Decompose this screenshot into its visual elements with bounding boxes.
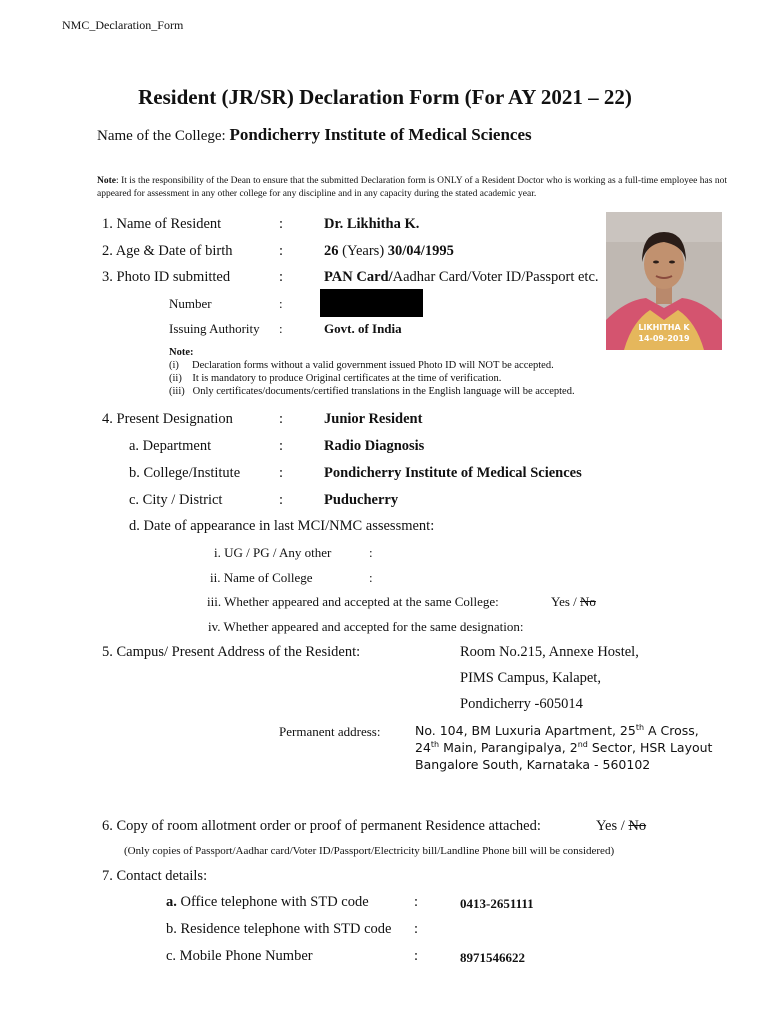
age-dob-label: 2. Age & Date of birth (102, 243, 233, 259)
note-prefix: Note (97, 176, 116, 186)
colon: : (279, 296, 283, 311)
name-of-college-label: ii. Name of College (210, 570, 313, 585)
same-college-label: iii. Whether appeared and accepted at the same College: (207, 594, 499, 609)
yes-option: Yes / (596, 818, 629, 834)
city-district-value: Puducherry (324, 492, 399, 508)
id-note-item: (ii) It is mandatory to produce Original certificates at the time of verification. (169, 373, 502, 384)
residence-proof-answer (596, 818, 646, 835)
id-notes-head: Note: (169, 347, 194, 358)
issuing-authority-value: Govt. of India (324, 321, 402, 336)
name-of-resident-label: 1. Name of Resident (102, 216, 222, 232)
colon: : (369, 545, 373, 560)
id-notes (169, 346, 575, 398)
office-telephone-value: 0413-2651111 (460, 896, 534, 911)
id-note-item: (iii) Only certificates/documents/certified translations in the English language will be accepted. (169, 386, 575, 397)
no-option: No (628, 818, 647, 834)
perm-l2-sup2: nd (577, 740, 588, 749)
id-note-item: (i) Declaration forms without a valid government issued Photo ID will NOT be accepted. (169, 360, 554, 371)
present-address-line1: Room No.215, Annexe Hostel, (460, 644, 639, 660)
issuing-authority-label: Issuing Authority (169, 321, 260, 336)
last-assessment-label: d. Date of appearance in last MCI/NMC assessment: (129, 518, 435, 534)
perm-l2-c: Sector, HSR Layout (587, 740, 713, 756)
mobile-phone-label: c. Mobile Phone Number (166, 948, 313, 964)
perm-l1-b: A Cross, (644, 723, 699, 739)
photo-caption (606, 322, 722, 344)
colon: : (369, 570, 373, 585)
contact-details-label: 7. Contact details: (102, 868, 208, 884)
colon: : (279, 269, 284, 285)
colon: : (279, 216, 284, 232)
photo-caption-date: 14-09-2019 (638, 334, 690, 343)
college-institute-label: b. College/Institute (129, 465, 241, 481)
perm-l2-a: 24 (415, 740, 431, 756)
same-college-answer (551, 594, 596, 610)
present-address-line3: Pondicherry -605014 (460, 696, 583, 712)
colon: : (414, 948, 419, 964)
perm-l2-b: Main, Parangipalya, 2 (439, 740, 578, 756)
photo-id-label: 3. Photo ID submitted (102, 269, 231, 285)
form-title: Resident (JR/SR) Declaration Form (For AY 2021 – 22) (138, 85, 632, 109)
department-label: a. Department (129, 438, 212, 454)
permanent-address-line2 (415, 740, 712, 755)
photo-id-value (324, 269, 606, 286)
permanent-address-line3: Bangalore South, Karnataka - 560102 (415, 757, 651, 772)
no-option: No (580, 594, 596, 609)
present-address-line2: PIMS Campus, Kalapet, (460, 670, 601, 686)
colon: : (279, 321, 283, 336)
dob-value: 30/04/1995 (387, 243, 454, 259)
colon: : (279, 438, 284, 454)
ug-pg-label: i. UG / PG / Any other (214, 545, 332, 560)
colon: : (414, 921, 419, 937)
college-value: Pondicherry Institute of Medical Sciences (229, 125, 532, 144)
department-value: Radio Diagnosis (324, 438, 425, 454)
residence-proof-note: (Only copies of Passport/Aadhar card/Voter ID/Passport/Electricity bill/Landline Phone bill will be considered) (124, 845, 615, 857)
yes-option: Yes / (551, 594, 581, 609)
name-of-resident-value: Dr. Likhitha K. (324, 216, 420, 232)
college-label: Name of the College: (97, 128, 226, 144)
colon: : (279, 492, 284, 508)
mobile-phone-value: 8971546622 (460, 950, 525, 965)
residence-telephone-label: b. Residence telephone with STD code (166, 921, 392, 937)
dean-note (97, 175, 727, 201)
perm-l1-sup: th (635, 723, 645, 732)
office-telephone-label (166, 894, 369, 911)
perm-l2-sup: th (430, 740, 440, 749)
number-label: Number (169, 296, 212, 311)
residence-proof-label: 6. Copy of room allotment order or proof of permanent Residence attached: (102, 818, 541, 834)
college-line (97, 125, 532, 145)
office-telephone-text: Office telephone with STD code (176, 894, 369, 910)
photo-caption-name: LIKHITHA K (638, 323, 690, 332)
colon: : (279, 243, 284, 259)
college-institute-value: Pondicherry Institute of Medical Sciences (324, 465, 582, 481)
city-district-label: c. City / District (129, 492, 223, 508)
present-designation-label: 4. Present Designation (102, 411, 233, 427)
age-value: 26 (324, 243, 339, 259)
photo-id-options: Aadhar Card/Voter ID/Passport etc. (392, 269, 599, 285)
redacted-id-number (320, 289, 423, 317)
colon: : (279, 411, 284, 427)
permanent-address-label: Permanent address: (279, 724, 381, 739)
present-address-label: 5. Campus/ Present Address of the Resident: (102, 644, 361, 660)
document-header: NMC_Declaration_Form (62, 18, 184, 32)
note-text: : It is the responsibility of the Dean to ensure that the submitted Declaration form is ONLY of a Resident Doctor who is working as a full-time employee has not appeared for assessment in any other college for any discipline and in any capacity during the stated academic year. (97, 176, 727, 199)
permanent-address-line1 (415, 723, 699, 738)
colon: : (414, 894, 419, 910)
years-text: (Years) (338, 243, 388, 259)
item-letter: a. (166, 894, 177, 910)
age-dob-value (324, 243, 454, 260)
present-designation-value: Junior Resident (324, 411, 423, 427)
colon: : (279, 465, 284, 481)
perm-l1-a: No. 104, BM Luxuria Apartment, 25 (415, 723, 636, 739)
photo-id-selected: PAN Card/ (324, 269, 393, 285)
same-designation-label: iv. Whether appeared and accepted for the same designation: (208, 619, 524, 634)
resident-photo (606, 212, 722, 350)
